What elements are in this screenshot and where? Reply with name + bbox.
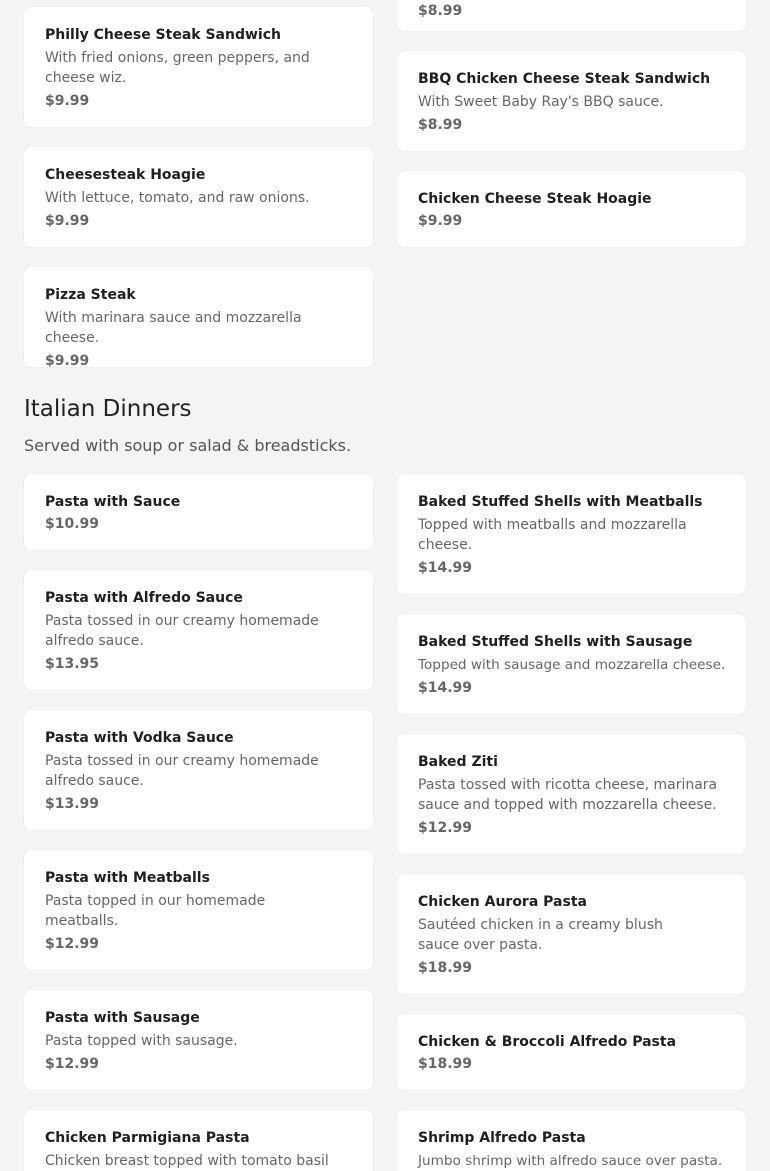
item-name: Chicken Aurora Pasta (418, 894, 587, 910)
item-name: Chicken & Broccoli Alfredo Pasta (418, 1034, 677, 1050)
item-price: $18.99 (418, 1056, 473, 1072)
item-description: Sautéed chicken in a creamy blush sauce over pasta. (418, 917, 663, 953)
item-price: $14.99 (418, 680, 473, 696)
item-price: $9.99 (418, 213, 463, 229)
item-price: $12.99 (45, 1056, 100, 1072)
item-name: Pasta with Meatballs (45, 870, 210, 886)
item-description: With Sweet Baby Ray's BBQ sauce. (418, 94, 664, 110)
item-name: Shrimp Alfredo Pasta (418, 1130, 586, 1146)
italian-right-column (397, 474, 746, 1171)
menu-item-card[interactable] (24, 990, 373, 1090)
item-price: $8.99 (418, 3, 463, 19)
item-price: $10.99 (45, 516, 100, 532)
item-description: Pasta tossed in our creamy homemade alfredo sauce. (45, 613, 319, 649)
item-description: Topped with sausage and mozzarella cheese. (418, 657, 726, 673)
item-description: Chicken breast topped with tomato basil (45, 1153, 329, 1169)
menu-item-card[interactable] (397, 734, 746, 854)
item-description: Jumbo shrimp with alfredo sauce over pasta. (418, 1153, 723, 1169)
item-name: Baked Stuffed Shells with Meatballs (418, 494, 703, 510)
item-name: Baked Stuffed Shells with Sausage (418, 634, 693, 650)
italian-left-column (24, 474, 373, 1171)
menu-item-card[interactable] (397, 1110, 746, 1171)
menu-item-card[interactable] (397, 614, 746, 714)
item-price: $18.99 (418, 960, 473, 976)
menu-item-card[interactable] (24, 1110, 373, 1171)
item-name: Philly Cheese Steak Sandwich (45, 27, 281, 43)
section-title: Italian Dinners (24, 396, 192, 422)
item-price: $8.99 (418, 117, 463, 133)
menu-item-card[interactable] (24, 570, 373, 690)
steaks-right-column (397, 0, 746, 267)
menu-item-card[interactable] (397, 474, 746, 594)
menu-item-card[interactable] (24, 7, 373, 127)
item-description: Pasta topped in our homemade meatballs. (45, 893, 266, 929)
menu-item-card[interactable] (24, 147, 373, 247)
menu-item-card[interactable] (397, 51, 746, 151)
item-description: Pasta tossed in our creamy homemade alfredo sauce. (45, 753, 319, 789)
item-name: Cheesesteak Hoagie (45, 167, 206, 183)
item-name: Baked Ziti (418, 754, 498, 770)
steaks-left-column (24, 7, 373, 387)
item-name: BBQ Chicken Cheese Steak Sandwich (418, 71, 711, 87)
menu-item-card[interactable] (24, 267, 373, 367)
item-price: $9.99 (45, 353, 90, 369)
item-name: Chicken Cheese Steak Hoagie (418, 191, 652, 207)
item-price: $14.99 (418, 560, 473, 576)
item-description: Pasta topped with sausage. (45, 1033, 238, 1049)
item-name: Pasta with Alfredo Sauce (45, 590, 243, 606)
menu-item-card[interactable] (397, 0, 746, 31)
menu-item-card[interactable] (397, 874, 746, 994)
menu-item-card[interactable] (397, 1014, 746, 1090)
item-name: Pasta with Sausage (45, 1010, 200, 1026)
menu-item-card[interactable] (24, 850, 373, 970)
item-description: Topped with meatballs and mozzarella cheese. (418, 517, 687, 553)
item-name: Chicken Parmigiana Pasta (45, 1130, 250, 1146)
item-price: $13.95 (45, 656, 100, 672)
menu-item-card[interactable] (24, 710, 373, 830)
menu-item-card[interactable] (24, 474, 373, 550)
item-name: Pasta with Vodka Sauce (45, 730, 234, 746)
section-subtitle: Served with soup or salad & breadsticks. (24, 436, 352, 455)
item-price: $9.99 (45, 213, 90, 229)
item-price: $12.99 (45, 936, 100, 952)
item-description: With marinara sauce and mozzarella cheese. (45, 310, 302, 346)
item-name: Pizza Steak (45, 287, 136, 303)
menu-item-card[interactable] (397, 171, 746, 247)
item-price: $9.99 (45, 93, 90, 109)
item-price: $12.99 (418, 820, 473, 836)
item-name: Pasta with Sauce (45, 494, 181, 510)
item-description: Pasta tossed with ricotta cheese, marinara sauce and topped with mozzarella cheese. (418, 777, 718, 813)
item-price: $13.99 (45, 796, 100, 812)
item-description: With lettuce, tomato, and raw onions. (45, 190, 310, 206)
item-description: With fried onions, green peppers, and cheese wiz. (45, 50, 310, 86)
